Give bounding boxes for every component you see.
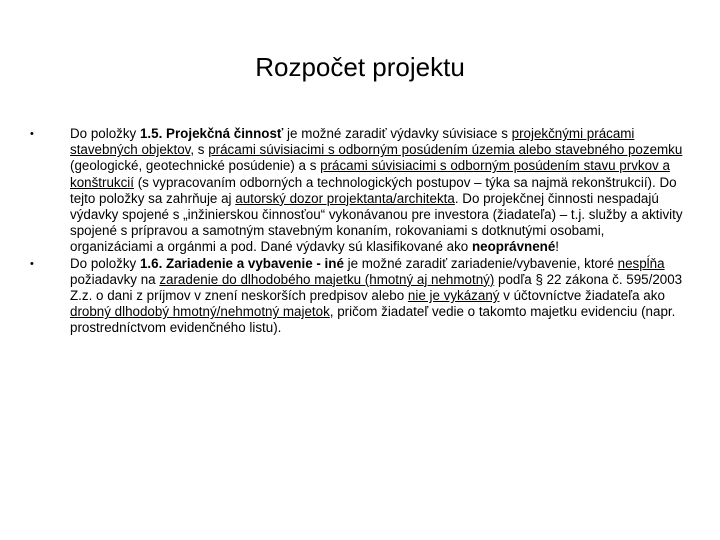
bullet-text: podľa § 22 zákona č. 595/2003 Z.z. o dani z príjmov v znení neskorších predpisov alebo [70, 271, 683, 304]
bullet-text: Do položky [70, 126, 140, 141]
bullet-text: (s vypracovaním odborných a technologických postupov – týka sa najmä rekonštrukcií). Do tejto položky sa zahrňuje aj [70, 174, 677, 206]
bullet-text: ! [555, 239, 560, 255]
underlined-text: drobný dlhodobý hmotný/nehmotný majetok [70, 304, 330, 320]
bullet-text: . Do projekčnej činnosti nespadajú výdavky spojené s „inžinierskou činnosťou“ vykonávanou pre investora (žiadateľa) – t.j. služby a aktivity spojené s prípravou a samotným stavebným konaním, rokovaniami s dotknutými osobami, organizáciami a orgánmi a pod. Dané výdavky sú klasifikované ako [70, 190, 683, 255]
slide-title: Rozpočet projektu [255, 52, 465, 82]
underlined-text: autorský dozor projektanta/architekta [235, 190, 455, 206]
bullet-dot-icon: • [30, 128, 34, 140]
underlined-text: projekčnými prácami stavebných objektov [70, 126, 635, 158]
bullet-text: (geologické, geotechnické posúdenie) a s [70, 158, 321, 174]
bullet-text: Do položky [70, 255, 140, 271]
bullet-text: v účtovníctve žiadateľa ako [499, 288, 665, 304]
underlined-text: nie je vykázaný [407, 288, 500, 304]
bullet-list [30, 126, 684, 337]
underlined-text: prácami súvisiacimi s odborným posúdením územia alebo stavebného pozemku [208, 142, 683, 158]
bullet-text: je možné zaradiť zariadenie/vybavenie, ktoré [343, 255, 618, 271]
emphasis-text: 1.5. Projekčná činnosť [139, 126, 284, 141]
bullet-item [30, 126, 684, 256]
bullet-text: , s [190, 142, 209, 158]
emphasis-text: neoprávnené [471, 239, 556, 255]
emphasis-text: 1.6. Zariadenie a vybavenie - iné [139, 255, 344, 271]
underlined-text: prácami súvisiacimi s odborným posúdením stavu prvkov a konštrukcií [70, 158, 670, 190]
bullet-dot-icon: • [30, 257, 34, 270]
bullet-text: požiadavky na [70, 271, 160, 287]
bullet-item [30, 256, 684, 337]
underlined-text: nespĺňa [617, 255, 665, 271]
underlined-text: zaradenie do dlhodobého majetku (hmotný aj nehmotný) [159, 271, 495, 287]
bullet-text: , pričom žiadateľ vedie o takomto majetku evidenciu (napr. prostredníctvom evidenčného listu). [70, 304, 676, 336]
bullet-text: je možné zaradiť výdavky súvisiace s [283, 126, 512, 141]
